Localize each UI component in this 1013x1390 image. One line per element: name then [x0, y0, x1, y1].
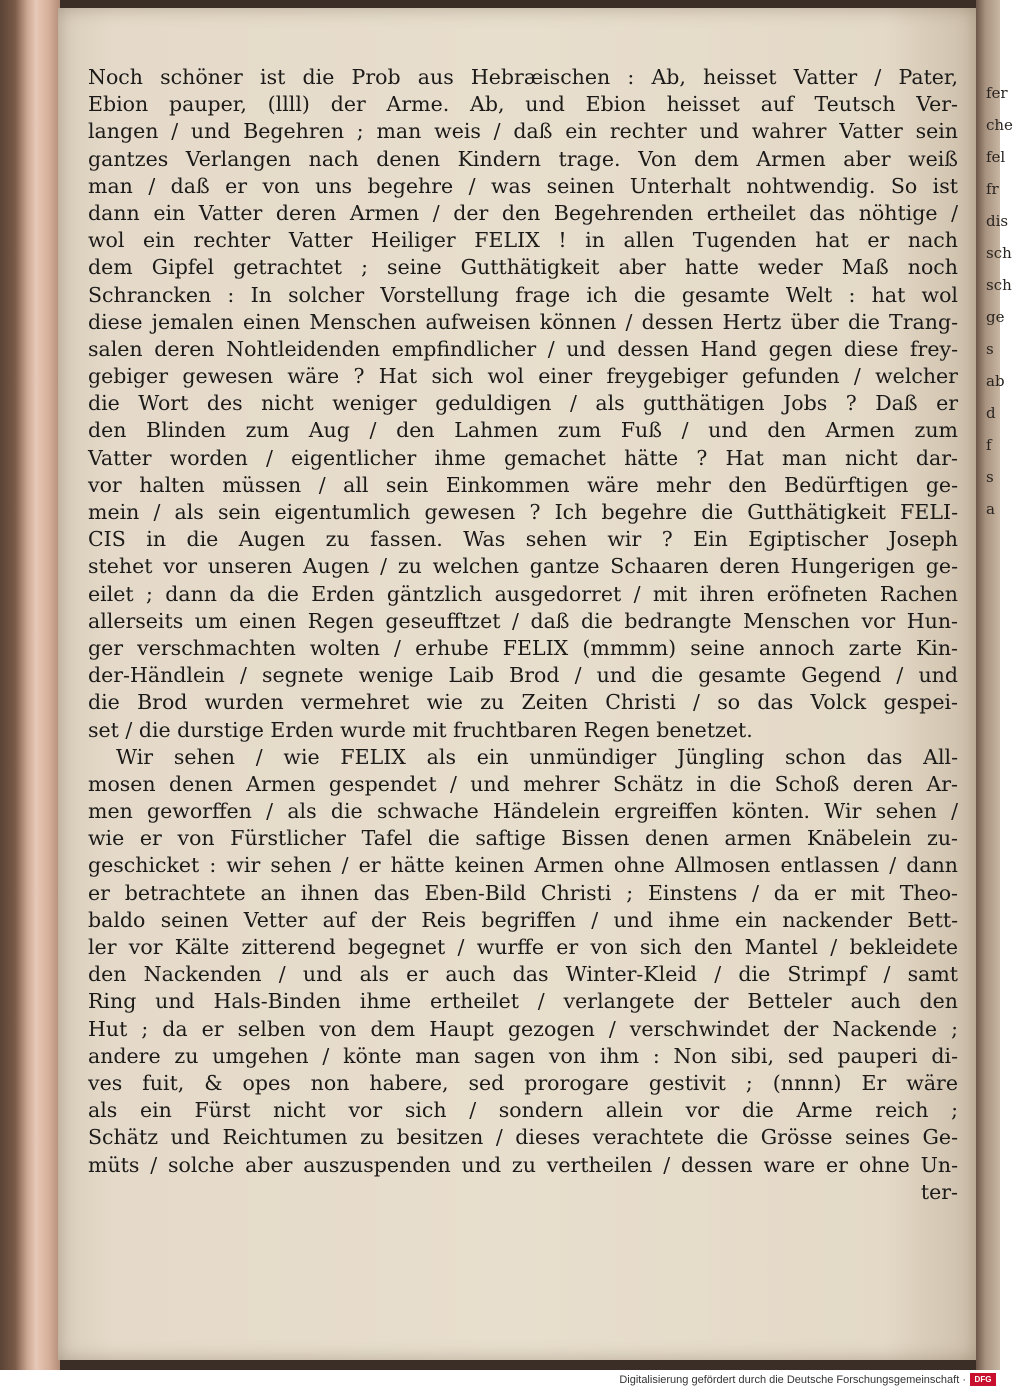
adjacent-page-fragment: d — [986, 404, 996, 422]
text-line: den Nackenden / und als er auch das Winter-Kleid / die Strimpf / samt — [88, 962, 958, 987]
adjacent-page-fragment: fel — [986, 148, 1006, 166]
adjacent-page-fragment: sch — [986, 244, 1012, 262]
text-line: mosen denen Armen gespendet / und mehrer Schätz in die Schoß deren Ar- — [88, 771, 958, 796]
text-line: baldo seinen Vetter auf der Reis begriffen / und ihme ein nackender Bett- — [88, 907, 958, 932]
text-line: allerseits um einen Regen geseufftzet / daß die bedrangte Menschen vor Hun- — [88, 608, 958, 633]
text-line: der-Händlein / segnete wenige Laib Brod / und die gesamte Gegend / und — [88, 663, 958, 688]
text-line: eilet ; dann da die Erden gäntzlich ausgedorret / mit ihren eröfneten Rachen — [88, 581, 958, 606]
text-line: Ebion pauper, (llll) der Arme. Ab, und Ebion heisset auf Teutsch Ver- — [88, 92, 958, 117]
adjacent-page-fragment: s — [986, 340, 994, 358]
adjacent-page-edge — [976, 0, 1013, 1370]
text-line: CIS in die Augen zu fassen. Was sehen wir ? Ein Egiptischer Joseph — [88, 527, 958, 552]
adjacent-page-fragment: ge — [986, 308, 1005, 326]
text-line: salen deren Nohtleidenden empfindlicher / und dessen Hand gegen diese frey- — [88, 336, 958, 361]
text-line: die Brod wurden vermehret wie zu Zeiten Christi / so das Volck gespei- — [88, 690, 958, 715]
text-line: dann ein Vatter deren Armen / der den Begehrenden ertheilet das nöhtige / — [88, 200, 958, 225]
text-line: geschicket : wir sehen / er hätte keinen Armen ohne Allmosen entlassen / dann — [88, 853, 958, 878]
adjacent-page-fragment: dis — [986, 212, 1009, 230]
text-line: andere zu umgehen / könte man sagen von ihm : Non sibi, sed pauperi di- — [88, 1043, 958, 1068]
text-line: diese jemalen einen Menschen aufweisen können / dessen Hertz über die Trang- — [88, 309, 958, 334]
footer-bar — [0, 1370, 1000, 1390]
digitization-credit: Digitalisierung gefördert durch die Deutsche Forschungsgemeinschaft · — [619, 1374, 966, 1386]
adjacent-page-fragment: a — [986, 500, 995, 518]
book-page — [58, 8, 976, 1360]
text-line: ger verschmachten wolten / erhube FELIX (mmmm) seine annoch zarte Kin- — [88, 635, 958, 660]
text-line: als ein Fürst nicht vor sich / sondern allein vor die Arme reich ; — [88, 1098, 958, 1123]
text-line: langen / und Begehren ; man weis / daß ein rechter und wahrer Vatter sein — [88, 119, 958, 144]
text-line: er betrachtete an ihnen das Eben-Bild Christi ; Einstens / da er mit Theo- — [88, 880, 958, 905]
book-cover-edge — [0, 0, 60, 1370]
text-line: ves fuit, & opes non habere, sed prorogare gestivit ; (nnnn) Er wäre — [88, 1070, 958, 1095]
text-line: men geworffen / als die schwache Händelein ergreiffen könten. Wir sehen / — [88, 799, 958, 824]
text-line: dem Gipfel getrachtet ; seine Gutthätigkeit aber hatte weder Maß noch — [88, 255, 958, 280]
text-line: den Blinden zum Aug / den Lahmen zum Fuß / und den Armen zum — [88, 418, 958, 443]
adjacent-page-fragment: fr — [986, 180, 999, 198]
adjacent-page-fragment: sch — [986, 276, 1012, 294]
text-line: wol ein rechter Vatter Heiliger FELIX ! in allen Tugenden hat er nach — [88, 228, 958, 253]
page-text — [88, 64, 958, 1206]
adjacent-page-fragment: fer — [986, 84, 1008, 102]
text-line: man / daß er von uns begehre / was seinen Unterhalt nohtwendig. So ist — [88, 173, 958, 198]
text-line: Ring und Hals-Binden ihme ertheilet / verlangete der Betteler auch den — [88, 989, 958, 1014]
text-line: vor halten müssen / all sein Einkommen wäre mehr den Bedürftigen ge- — [88, 472, 958, 497]
text-line: müts / solche aber auszuspenden und zu vertheilen / dessen ware er ohne Un- — [88, 1152, 958, 1177]
text-line: mein / als sein eigentumlich gewesen ? Ich begehre die Gutthätigkeit FELI- — [88, 500, 958, 524]
text-line: set / die durstige Erden wurde mit fruchtbaren Regen benetzet. — [88, 717, 753, 742]
text-line: Schrancken : In solcher Vorstellung frage ich die gesamte Welt : hat wol — [88, 282, 958, 307]
adjacent-page-fragment: f — [986, 436, 992, 454]
text-line: gebiger gewesen wäre ? Hat sich wol einer freygebiger gefunden / welcher — [88, 364, 958, 389]
text-line: Hut ; da er selben von dem Haupt gezogen / verschwindet der Nackende ; — [88, 1016, 958, 1041]
adjacent-page-fragment: s — [986, 468, 994, 486]
text-line: die Wort des nicht weniger geduldigen / als gutthätigen Jobs ? Daß er — [88, 391, 958, 416]
text-line: gantzes Verlangen nach denen Kindern trage. Von dem Armen aber weiß — [88, 146, 958, 171]
adjacent-page-fragment: che — [986, 116, 1013, 134]
text-line: Vatter worden / eigentlicher ihme gemachet hätte ? Hat man nicht dar- — [88, 445, 958, 470]
text-line: Noch schöner ist die Prob aus Hebræischen : Ab, heisset Vatter / Pater, — [88, 65, 958, 89]
text-line: ler vor Kälte zitterend begegnet / wurffe er von sich den Mantel / bekleidete — [88, 935, 958, 959]
text-line: Wir sehen / wie FELIX als ein unmündiger Jüngling schon das All- — [116, 744, 958, 769]
dfg-logo: DFG — [970, 1373, 996, 1386]
text-line: Schätz und Reichtumen zu besitzen / dieses verachtete die Grösse seines Ge- — [88, 1125, 958, 1150]
text-line: wie er von Fürstlicher Tafel die saftige Bissen denen armen Knäbelein zu- — [88, 826, 958, 851]
text-line: stehet vor unseren Augen / zu welchen gantze Schaaren deren Hungerigen ge- — [88, 554, 958, 579]
text-line: ter- — [920, 1179, 958, 1204]
adjacent-page-fragment: ab — [986, 372, 1005, 390]
